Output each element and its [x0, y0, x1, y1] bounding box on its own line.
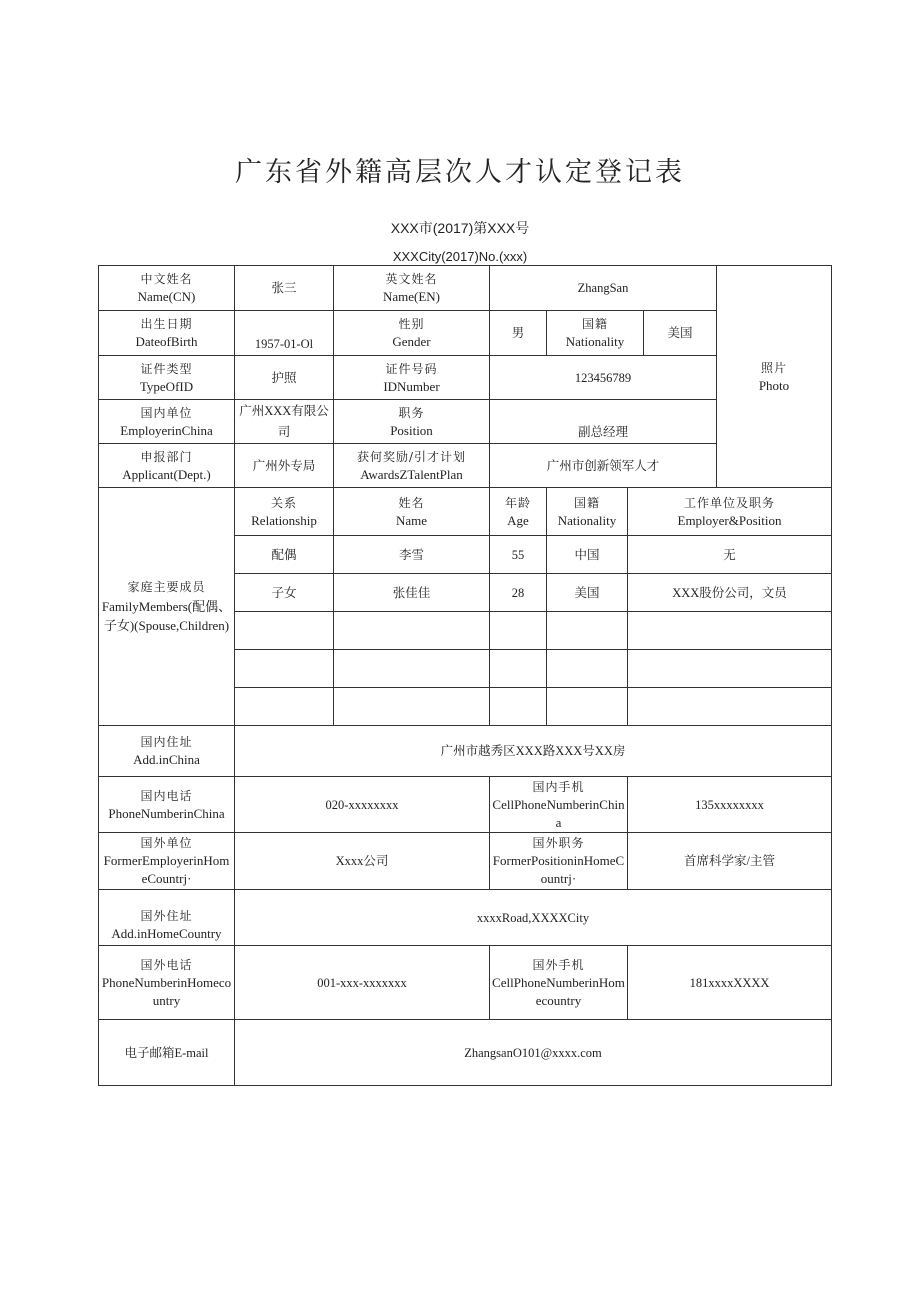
- family-age: 28: [490, 574, 547, 612]
- empty-cell: [235, 650, 334, 688]
- family-name-header: 姓名 Name: [334, 488, 490, 536]
- empty-cell: [334, 650, 490, 688]
- dept-label: 申报部门 Applicant(Dept.): [99, 444, 235, 488]
- name-cn-label: 中文姓名 Name(CN): [99, 266, 235, 311]
- family-relationship: 配偶: [235, 536, 334, 574]
- family-name: 张佳佳: [334, 574, 490, 612]
- email-label: 电子邮箱E-mail: [99, 1020, 235, 1086]
- home-address-label: 国外住址 Add.inHomeCountry: [99, 890, 235, 946]
- family-nationality-header: 国籍 Nationality: [547, 488, 628, 536]
- empty-cell: [334, 688, 490, 726]
- former-position-label: 国外职务 FormerPositioninHomeCountrj·: [490, 833, 628, 890]
- dept-value: 广州外专局: [235, 444, 334, 488]
- phone-china-label: 国内电话 PhoneNumberinChina: [99, 777, 235, 833]
- family-age-header: 年龄 Age: [490, 488, 547, 536]
- family-members-label: 家庭主要成员 FamilyMembers(配偶、子女)(Spouse,Children): [99, 488, 235, 726]
- employer-label: 国内单位 EmployerinChina: [99, 400, 235, 444]
- employer-value: 广州XXX有限公司: [235, 400, 334, 444]
- former-employer-value: Xxxx公司: [235, 833, 490, 890]
- reference-number-en: XXXCity(2017)No.(xxx): [392, 249, 528, 264]
- cell-china-label: 国内手机 CellPhoneNumberinChina: [490, 777, 628, 833]
- empty-cell: [628, 688, 832, 726]
- empty-cell: [547, 650, 628, 688]
- dob-value: 1957-01-Ol: [235, 311, 334, 356]
- family-employer: XXX股份公司，文员: [628, 574, 832, 612]
- family-employer: 无: [628, 536, 832, 574]
- name-en-label: 英文姓名 Name(EN): [334, 266, 490, 311]
- awards-label: 获何奖励/引才计划 AwardsZTalentPlan: [334, 444, 490, 488]
- form-title: 广东省外籍高层次人才认定登记表: [235, 157, 685, 188]
- id-type-value: 护照: [235, 356, 334, 400]
- nationality-value: 美国: [644, 311, 717, 356]
- reference-number-cn: XXX市(2017)第XXX号: [390, 220, 530, 236]
- cell-china-value: 135xxxxxxxx: [628, 777, 832, 833]
- name-cn-value: 张三: [235, 266, 334, 311]
- empty-cell: [628, 612, 832, 650]
- empty-cell: [490, 650, 547, 688]
- family-relationship: 子女: [235, 574, 334, 612]
- photo-box: 照片 Photo: [717, 266, 832, 488]
- gender-value: 男: [490, 311, 547, 356]
- former-position-value: 首席科学家/主管: [628, 833, 832, 890]
- email-value: ZhangsanO101@xxxx.com: [235, 1020, 832, 1086]
- family-relationship-header: 关系 Relationship: [235, 488, 334, 536]
- empty-cell: [235, 612, 334, 650]
- empty-cell: [547, 612, 628, 650]
- id-type-label: 证件类型 TypeOfID: [99, 356, 235, 400]
- empty-cell: [628, 650, 832, 688]
- family-name: 李雪: [334, 536, 490, 574]
- registration-form-table: [98, 265, 832, 1086]
- home-phone-value: 001-xxx-xxxxxxx: [235, 946, 490, 1020]
- id-number-value: 123456789: [490, 356, 717, 400]
- home-address-value: xxxxRoad,XXXXCity: [235, 890, 832, 946]
- family-employer-header: 工作单位及职务 Employer&Position: [628, 488, 832, 536]
- nationality-label: 国籍 Nationality: [547, 311, 644, 356]
- empty-cell: [490, 612, 547, 650]
- empty-cell: [547, 688, 628, 726]
- position-label: 职务 Position: [334, 400, 490, 444]
- family-age: 55: [490, 536, 547, 574]
- id-number-label: 证件号码 IDNumber: [334, 356, 490, 400]
- dob-label: 出生日期 DateofBirth: [99, 311, 235, 356]
- home-cell-label: 国外手机 CellPhoneNumberinHomecountry: [490, 946, 628, 1020]
- empty-cell: [235, 688, 334, 726]
- home-cell-value: 181xxxxXXXX: [628, 946, 832, 1020]
- family-nationality: 美国: [547, 574, 628, 612]
- awards-value: 广州市创新领军人才: [490, 444, 717, 488]
- address-china-value: 广州市越秀区XXX路XXX号XX房: [235, 726, 832, 777]
- phone-china-value: 020-xxxxxxxx: [235, 777, 490, 833]
- position-value: 副总经理: [490, 400, 717, 444]
- empty-cell: [334, 612, 490, 650]
- home-phone-label: 国外电话 PhoneNumberinHomecountry: [99, 946, 235, 1020]
- name-en-value: ZhangSan: [490, 266, 717, 311]
- gender-label: 性别 Gender: [334, 311, 490, 356]
- address-china-label: 国内住址 Add.inChina: [99, 726, 235, 777]
- former-employer-label: 国外单位 FormerEmployerinHomeCountrj·: [99, 833, 235, 890]
- empty-cell: [490, 688, 547, 726]
- family-nationality: 中国: [547, 536, 628, 574]
